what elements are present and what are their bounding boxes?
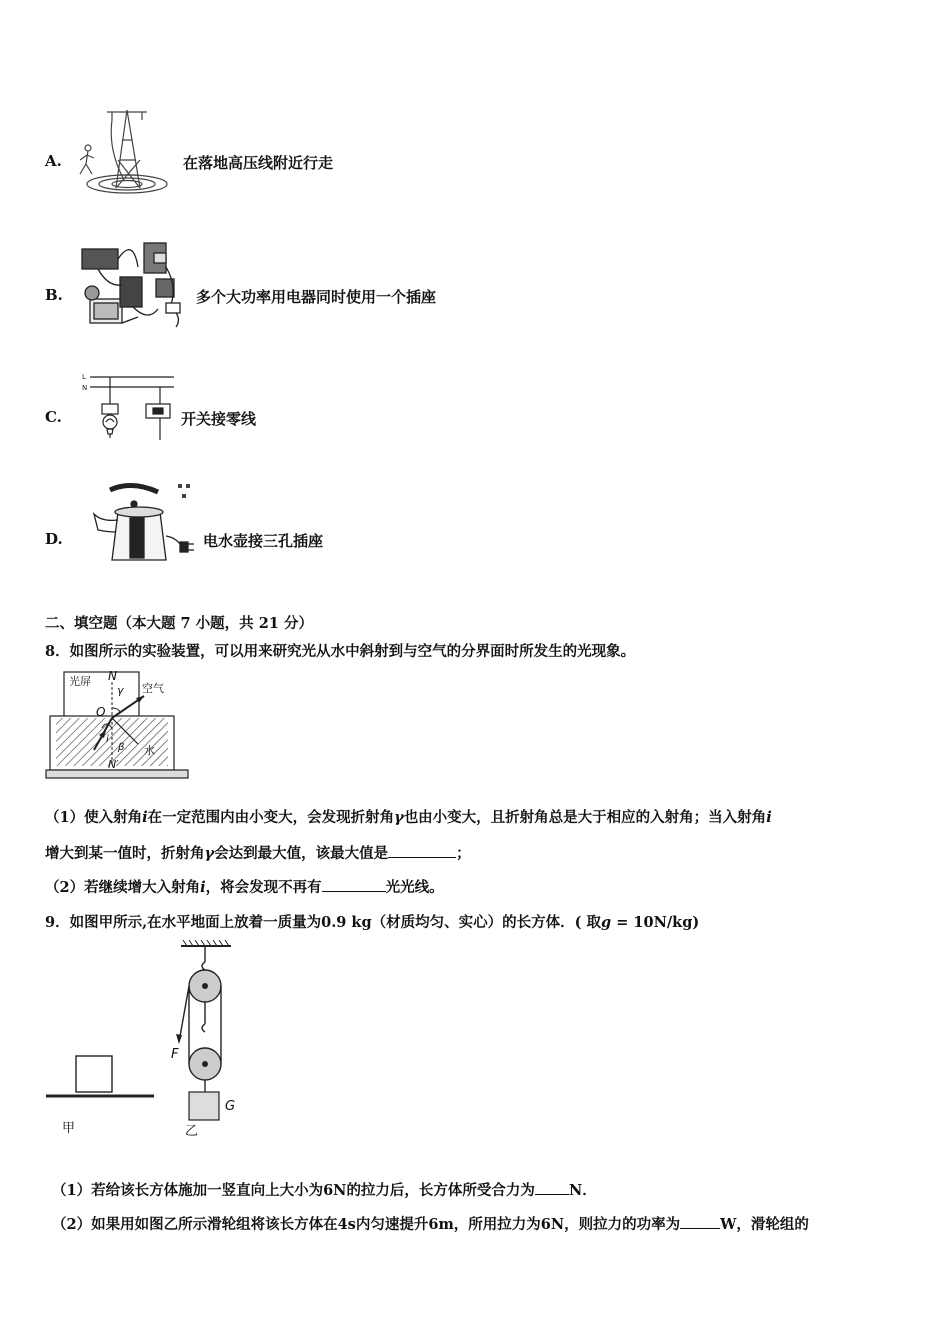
option-c-letter: C. xyxy=(45,408,62,426)
option-b-letter: B. xyxy=(45,286,63,304)
q9-p2-time: 4s xyxy=(337,1216,356,1233)
q9-figure-yi xyxy=(165,940,255,1138)
q9-p2-text-a: （2）如果用如图乙所示滑轮组将该长方体在 xyxy=(52,1216,338,1233)
option-c-text: 开关接零线 xyxy=(181,410,257,428)
option-b-text: 多个大功率用电器同时使用一个插座 xyxy=(196,288,437,306)
q8-answer-blank-2[interactable] xyxy=(322,877,386,892)
q9-p2-text-e: ，所用拉力为 xyxy=(453,1216,541,1233)
svg-text:N: N xyxy=(82,384,88,392)
q9-p2-text-g: ，则拉力的功率为 xyxy=(564,1216,681,1233)
q8-label-gamma: γ xyxy=(117,684,124,697)
q8-p1-var-i: i xyxy=(142,809,148,826)
q9-answer-blank-2[interactable] xyxy=(680,1214,720,1229)
q8-label-point: O xyxy=(96,705,106,719)
q8-p1-line2-var-gamma: γ xyxy=(204,845,215,862)
q9-p2-text-h: W，滑轮组的 xyxy=(720,1216,809,1233)
q8-part1-line2 xyxy=(45,842,471,863)
q8-answer-blank-1[interactable] xyxy=(388,843,456,858)
q8-label-beta: β xyxy=(118,742,125,753)
q8-p1-line2-text-c: 会达到最大值，该最大值是 xyxy=(214,845,389,862)
q8-p2-text-d: 光光线。 xyxy=(385,879,444,896)
q9-part2 xyxy=(52,1213,809,1234)
weight-icon xyxy=(189,1092,219,1120)
q9-p1-unit: N． xyxy=(568,1182,597,1199)
q8-p1-var-i2: i xyxy=(766,809,772,826)
svg-text:L: L xyxy=(82,373,86,381)
q9-p2-distance: 6m xyxy=(428,1216,454,1233)
q8-p1-text-a: （1）使入射角 xyxy=(45,809,143,826)
q8-label-air: 空气 xyxy=(142,682,164,695)
q9-label-G: G xyxy=(225,1099,236,1114)
q9-p1-text-c: 的拉力后，长方体所受合力为 xyxy=(346,1182,535,1199)
q9-label-jia: 甲 xyxy=(62,1121,76,1136)
q9-p1-text-a: （1）若给该长方体施加一竖直向上大小为 xyxy=(52,1182,324,1199)
option-a-letter: A. xyxy=(45,152,62,170)
option-a-text: 在落地高压线附近行走 xyxy=(183,154,334,172)
q9-stem-text-a: 9．如图甲所示,在水平地面上放着一质量为 xyxy=(45,914,322,931)
q9-figure-jia xyxy=(44,1050,159,1140)
q8-part1-line1 xyxy=(45,806,772,827)
q9-p1-force: 6N xyxy=(323,1182,347,1199)
section-heading: 二、填空题（本大题 7 小题，共 21 分） xyxy=(45,615,313,632)
q9-part1 xyxy=(52,1179,597,1200)
q8-p2-text-a: （2）若继续增大入射角 xyxy=(45,879,201,896)
multiple-appliances-icon xyxy=(78,237,193,332)
q9-stem-mass: 0.9 kg xyxy=(321,914,372,931)
q8-p1-var-gamma: γ xyxy=(394,809,404,826)
high-voltage-tower-icon xyxy=(72,100,182,195)
q8-p1-text-e: 也由小变大，且折射角总是大于相应的入射角；当入射角 xyxy=(403,809,767,826)
q9-stem xyxy=(45,911,699,932)
q8-p1-line2-text-d: ； xyxy=(456,845,471,862)
q8-p2-text-c: ，将会发现不再有 xyxy=(205,879,322,896)
q8-p1-text-c: 在一定范围内由小变大，会发现折射角 xyxy=(147,809,395,826)
q9-label-yi: 乙 xyxy=(185,1124,199,1138)
q8-stem: 8．如图所示的实验装置，可以用来研究光从水中斜射到与空气的分界面时所发生的光现象。 xyxy=(45,643,636,660)
q8-p1-line2-text-a: 增大到某一值时，折射角 xyxy=(45,845,205,862)
q9-p2-force: 6N xyxy=(540,1216,565,1233)
q8-label-screen: 光屏 xyxy=(69,675,91,688)
electric-kettle-icon xyxy=(74,478,199,570)
q9-stem-text-e: = 10N/kg) xyxy=(611,914,700,931)
block-icon xyxy=(76,1056,112,1092)
q9-label-F: F xyxy=(171,1047,179,1062)
q9-stem-text-c: （材质均匀、实心）的长方体．( 取 xyxy=(371,914,602,931)
q8-refraction-figure xyxy=(44,668,194,783)
option-d-letter: D. xyxy=(45,530,63,548)
q8-part2 xyxy=(45,876,444,897)
switch-wiring-icon xyxy=(78,370,178,445)
q8-p2-var-i: i xyxy=(200,879,206,896)
option-d-text: 电水壶接三孔插座 xyxy=(203,532,324,550)
q9-p2-text-c: 内匀速提升 xyxy=(355,1216,429,1233)
q9-answer-blank-1[interactable] xyxy=(535,1180,569,1195)
q8-label-normal-bottom: N′ xyxy=(108,758,119,771)
q8-label-normal-top: N xyxy=(108,669,117,683)
q8-label-water: 水 xyxy=(144,744,155,757)
q9-stem-var-g: g xyxy=(601,914,612,931)
q8-label-i: i xyxy=(106,734,109,745)
